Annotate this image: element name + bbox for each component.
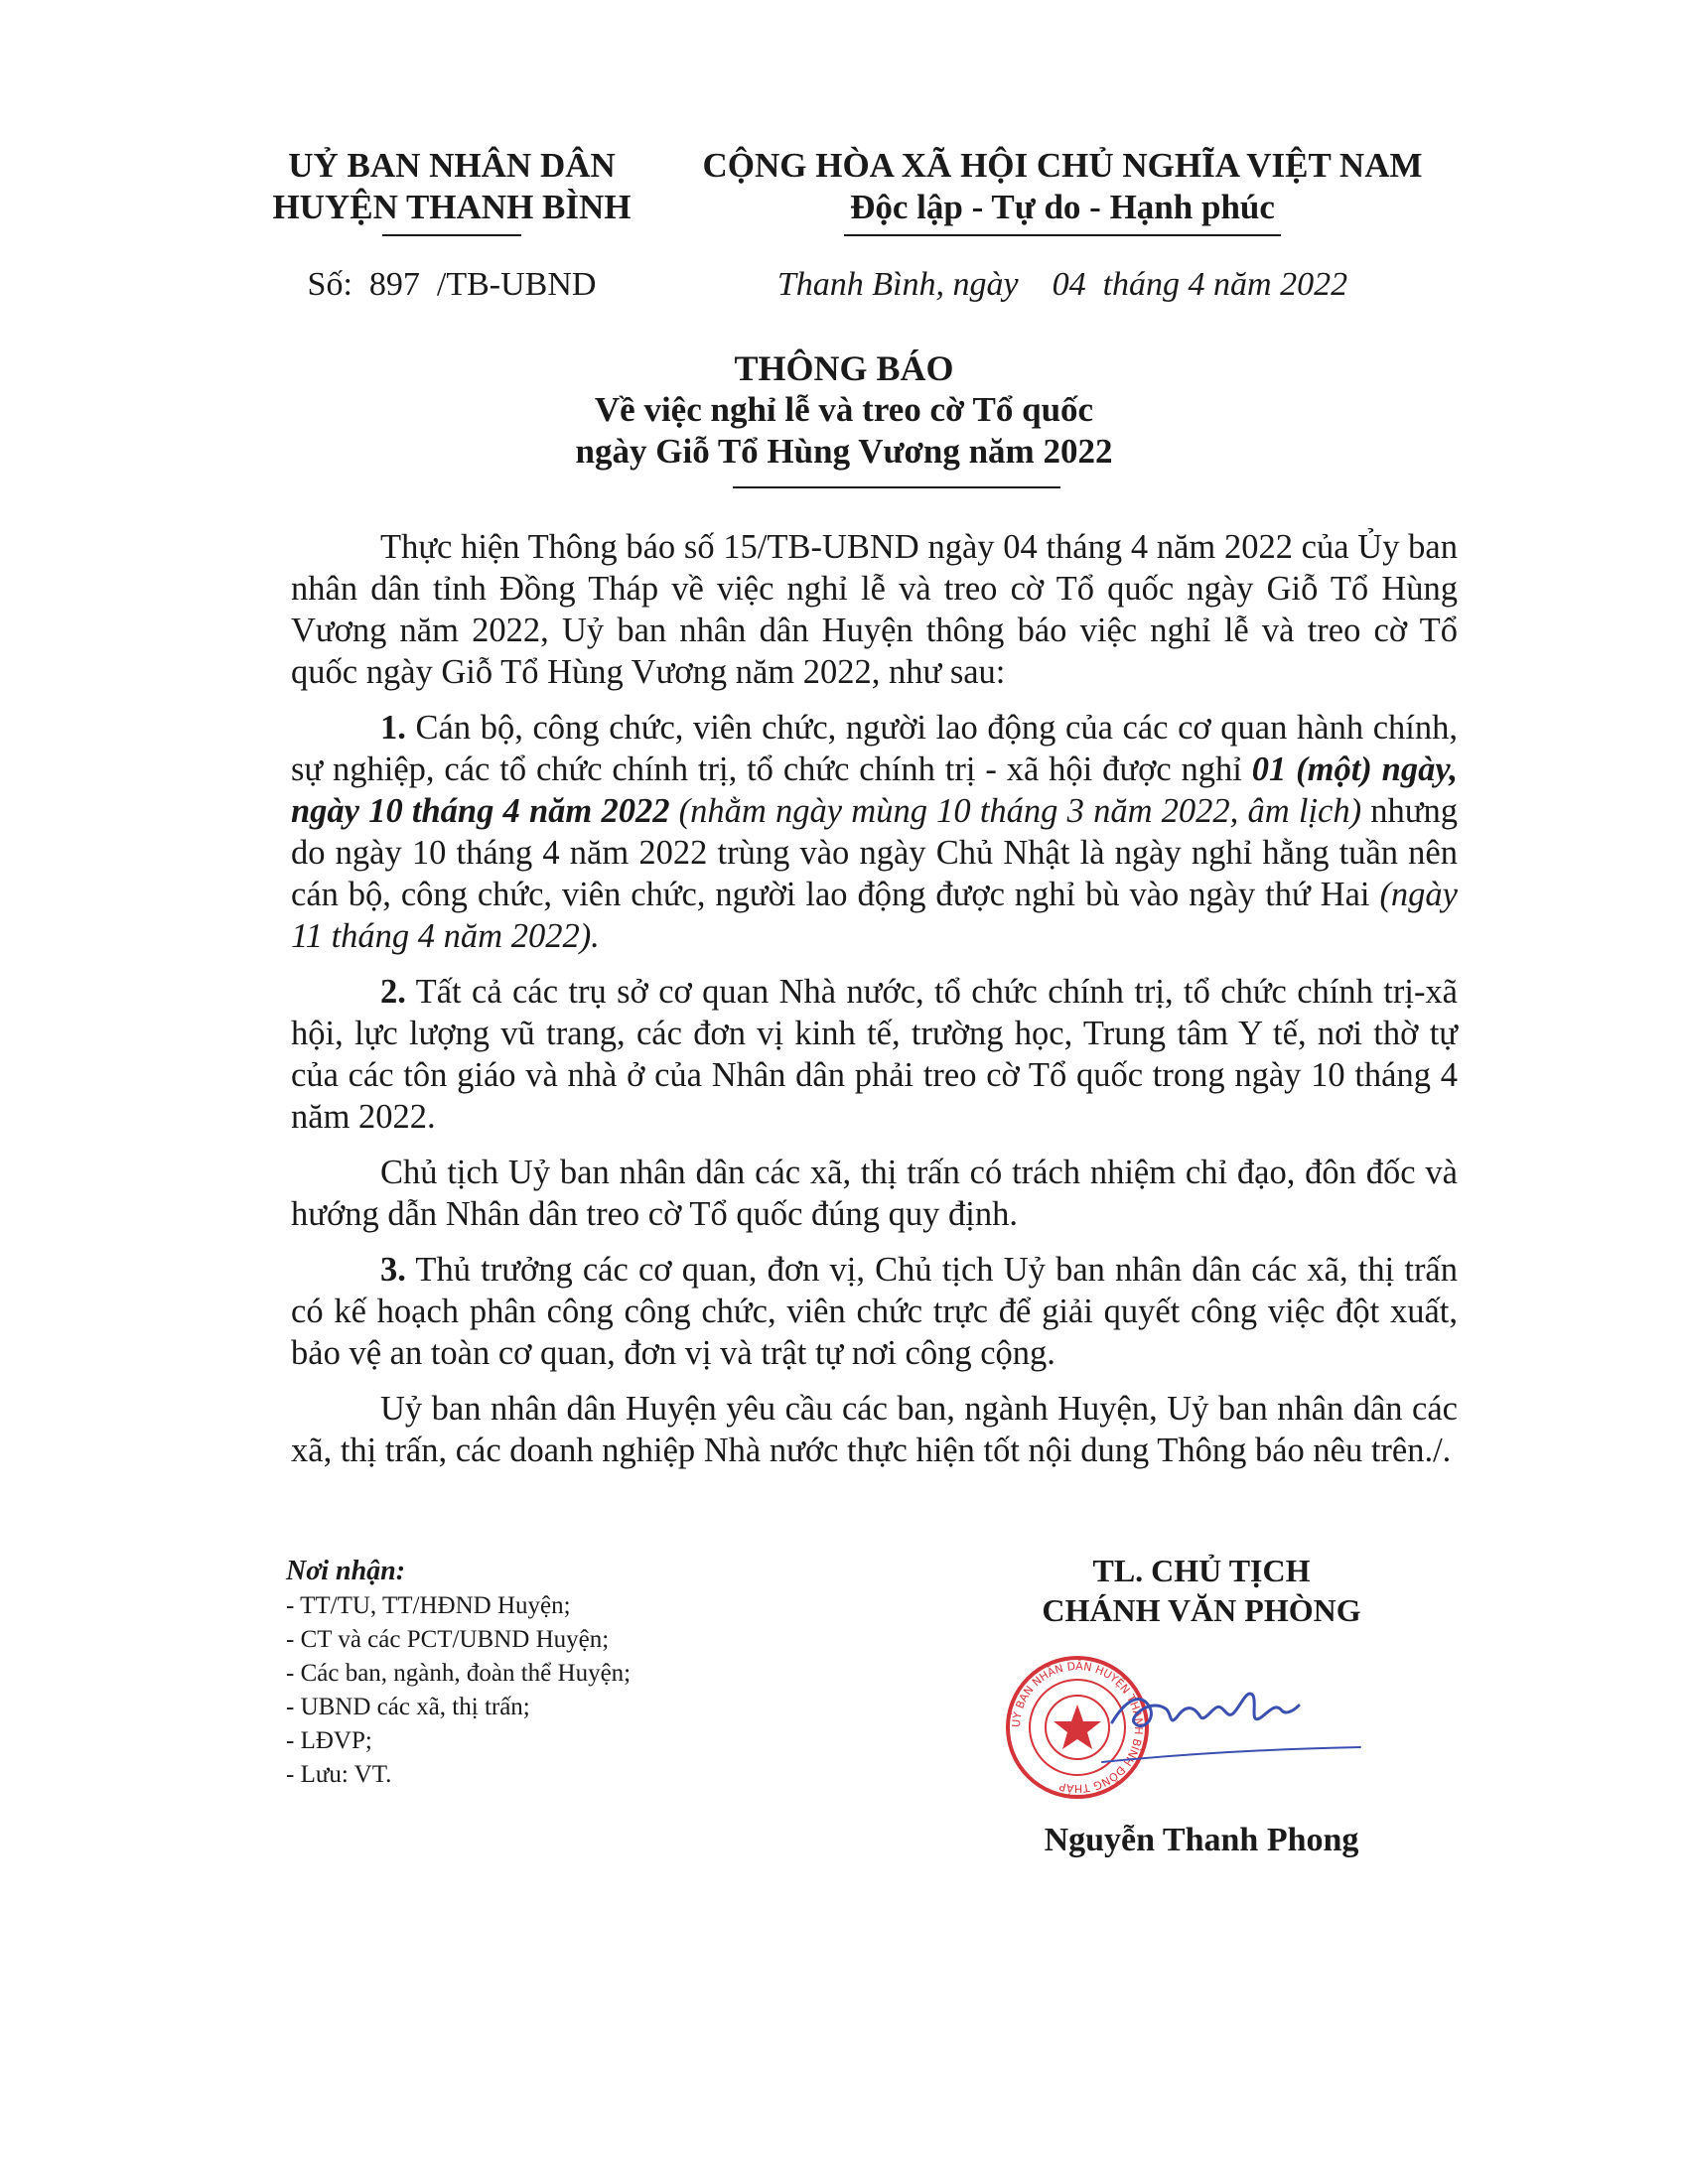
title-line-1: THÔNG BÁO bbox=[734, 348, 954, 388]
title-line-2: Về việc nghỉ lễ và treo cờ Tổ quốc bbox=[594, 390, 1094, 429]
issuing-agency bbox=[258, 145, 645, 228]
item-1-number: 1. bbox=[380, 709, 406, 747]
recipient-item: - LĐVP; bbox=[286, 1727, 372, 1754]
item-2-paragraph bbox=[291, 971, 1458, 1138]
closing-paragraph: Uỷ ban nhân dân Huyện yêu cầu các ban, ngành Huyện, Uỷ ban nhân dân các xã, thị trấn, các doanh nghiệp Nhà nước thực hiện tốt nội dung Thông báo nêu trên./. bbox=[291, 1390, 1458, 1469]
item-1-text-e: (ngày 11 tháng 4 năm 2022). bbox=[291, 876, 1458, 955]
title-line-3: ngày Giỗ Tổ Hùng Vương năm 2022 bbox=[575, 432, 1113, 471]
item-1-text-d: nhưng do ngày 10 tháng 4 năm 2022 trùng vào ngày Chủ Nhật là ngày nghỉ hằng tuần nên cán bộ, công chức, viên chức, người lao động được nghỉ bù vào ngày thứ Hai bbox=[291, 792, 1458, 913]
agency-line-2: HUYỆN THANH BÌNH bbox=[272, 188, 632, 226]
signature-block bbox=[993, 1551, 1410, 1630]
agency-underline bbox=[382, 234, 521, 236]
recipient-item: - Lưu: VT. bbox=[286, 1761, 392, 1788]
item-1-text-c: (nhằm ngày mùng 10 tháng 3 năm 2022, âm lịch) bbox=[669, 792, 1362, 830]
item-1-text-b: 01 (một) ngày, ngày 10 tháng 4 năm 2022 bbox=[291, 751, 1458, 830]
intro-paragraph: Thực hiện Thông báo số 15/TB-UBND ngày 04 tháng 4 năm 2022 của Ủy ban nhân dân tỉnh Đồng Tháp về việc nghỉ lễ và treo cờ Tổ quốc ngày Giỗ Tổ Hùng Vương năm 2022, Uỷ ban nhân dân Huyện thông báo việc nghỉ lễ và treo cờ Tổ quốc ngày Giỗ Tổ Hùng Vương năm 2022, như sau: bbox=[291, 528, 1458, 691]
item-3-text: Thủ trưởng các cơ quan, đơn vị, Chủ tịch Uỷ ban nhân dân các xã, thị trấn có kế hoạch phân công công chức, viên chức trực để giải quyết công việc đột xuất, bảo vệ an toàn cơ quan, đơn vị và trật tự nơi công cộng. bbox=[291, 1251, 1458, 1372]
item-3-paragraph bbox=[291, 1249, 1458, 1374]
document-title bbox=[298, 347, 1390, 473]
item-2-text: Tất cả các trụ sở cơ quan Nhà nước, tổ chức chính trị, tổ chức chính trị-xã hội, lực lượng vũ trang, các đơn vị kinh tế, trường học, Trung tâm Y tế, nơi thờ tự của các tôn giáo và nhà ở của Nhân dân phải treo cờ Tổ quốc trong ngày 10 tháng 4 năm 2022. bbox=[291, 973, 1458, 1136]
chair-paragraph: Chủ tịch Uỷ ban nhân dân các xã, thị trấn có trách nhiệm chỉ đạo, đôn đốc và hướng dẫn Nhân dân treo cờ Tổ quốc đúng quy định. bbox=[291, 1154, 1458, 1233]
place-and-date: Thanh Bình, ngày 04 tháng 4 năm 2022 bbox=[776, 266, 1348, 303]
motto-underline bbox=[844, 234, 1281, 236]
document-number: Số: 897 /TB-UBND bbox=[307, 266, 597, 303]
document-body bbox=[291, 526, 1458, 1485]
item-3-number: 3. bbox=[380, 1251, 406, 1289]
recipient-item: - TT/TU, TT/HĐND Huyện; bbox=[286, 1592, 571, 1619]
recipient-item: - Các ban, ngành, đoàn thể Huyện; bbox=[286, 1660, 632, 1687]
title-underline bbox=[733, 486, 1060, 488]
signature-title-1: TL. CHỦ TỊCH bbox=[1092, 1553, 1311, 1588]
nation-line-1: CỘNG HÒA XÃ HỘI CHỦ NGHĨA VIỆT NAM bbox=[702, 146, 1423, 185]
recipient-item: - UBND các xã, thị trấn; bbox=[286, 1694, 530, 1720]
nation-motto: Độc lập - Tự do - Hạnh phúc bbox=[850, 188, 1275, 226]
signer-name: Nguyễn Thanh Phong bbox=[1044, 1822, 1359, 1858]
handwritten-signature-icon bbox=[1072, 1638, 1370, 1787]
item-1-paragraph bbox=[291, 707, 1458, 957]
recipient-item: - CT và các PCT/UBND Huyện; bbox=[286, 1626, 610, 1653]
seal-text: UỶ BAN NHÂN DÂN HUYỆN THANH BÌNH ĐỒNG THÁP bbox=[1009, 1659, 1146, 1796]
item-2-number: 2. bbox=[380, 973, 406, 1011]
recipients-list bbox=[286, 1554, 782, 1792]
signature-title-2: CHÁNH VĂN PHÒNG bbox=[1042, 1592, 1361, 1628]
recipients-heading: Nơi nhận: bbox=[286, 1556, 406, 1586]
national-header bbox=[685, 145, 1440, 228]
item-1-text-a: Cán bộ, công chức, viên chức, người lao động của các cơ quan hành chính, sự nghiệp, các tổ chức chính trị, tổ chức chính trị - xã hội được nghỉ bbox=[291, 709, 1458, 788]
agency-line-1: UỶ BAN NHÂN DÂN bbox=[288, 146, 616, 185]
